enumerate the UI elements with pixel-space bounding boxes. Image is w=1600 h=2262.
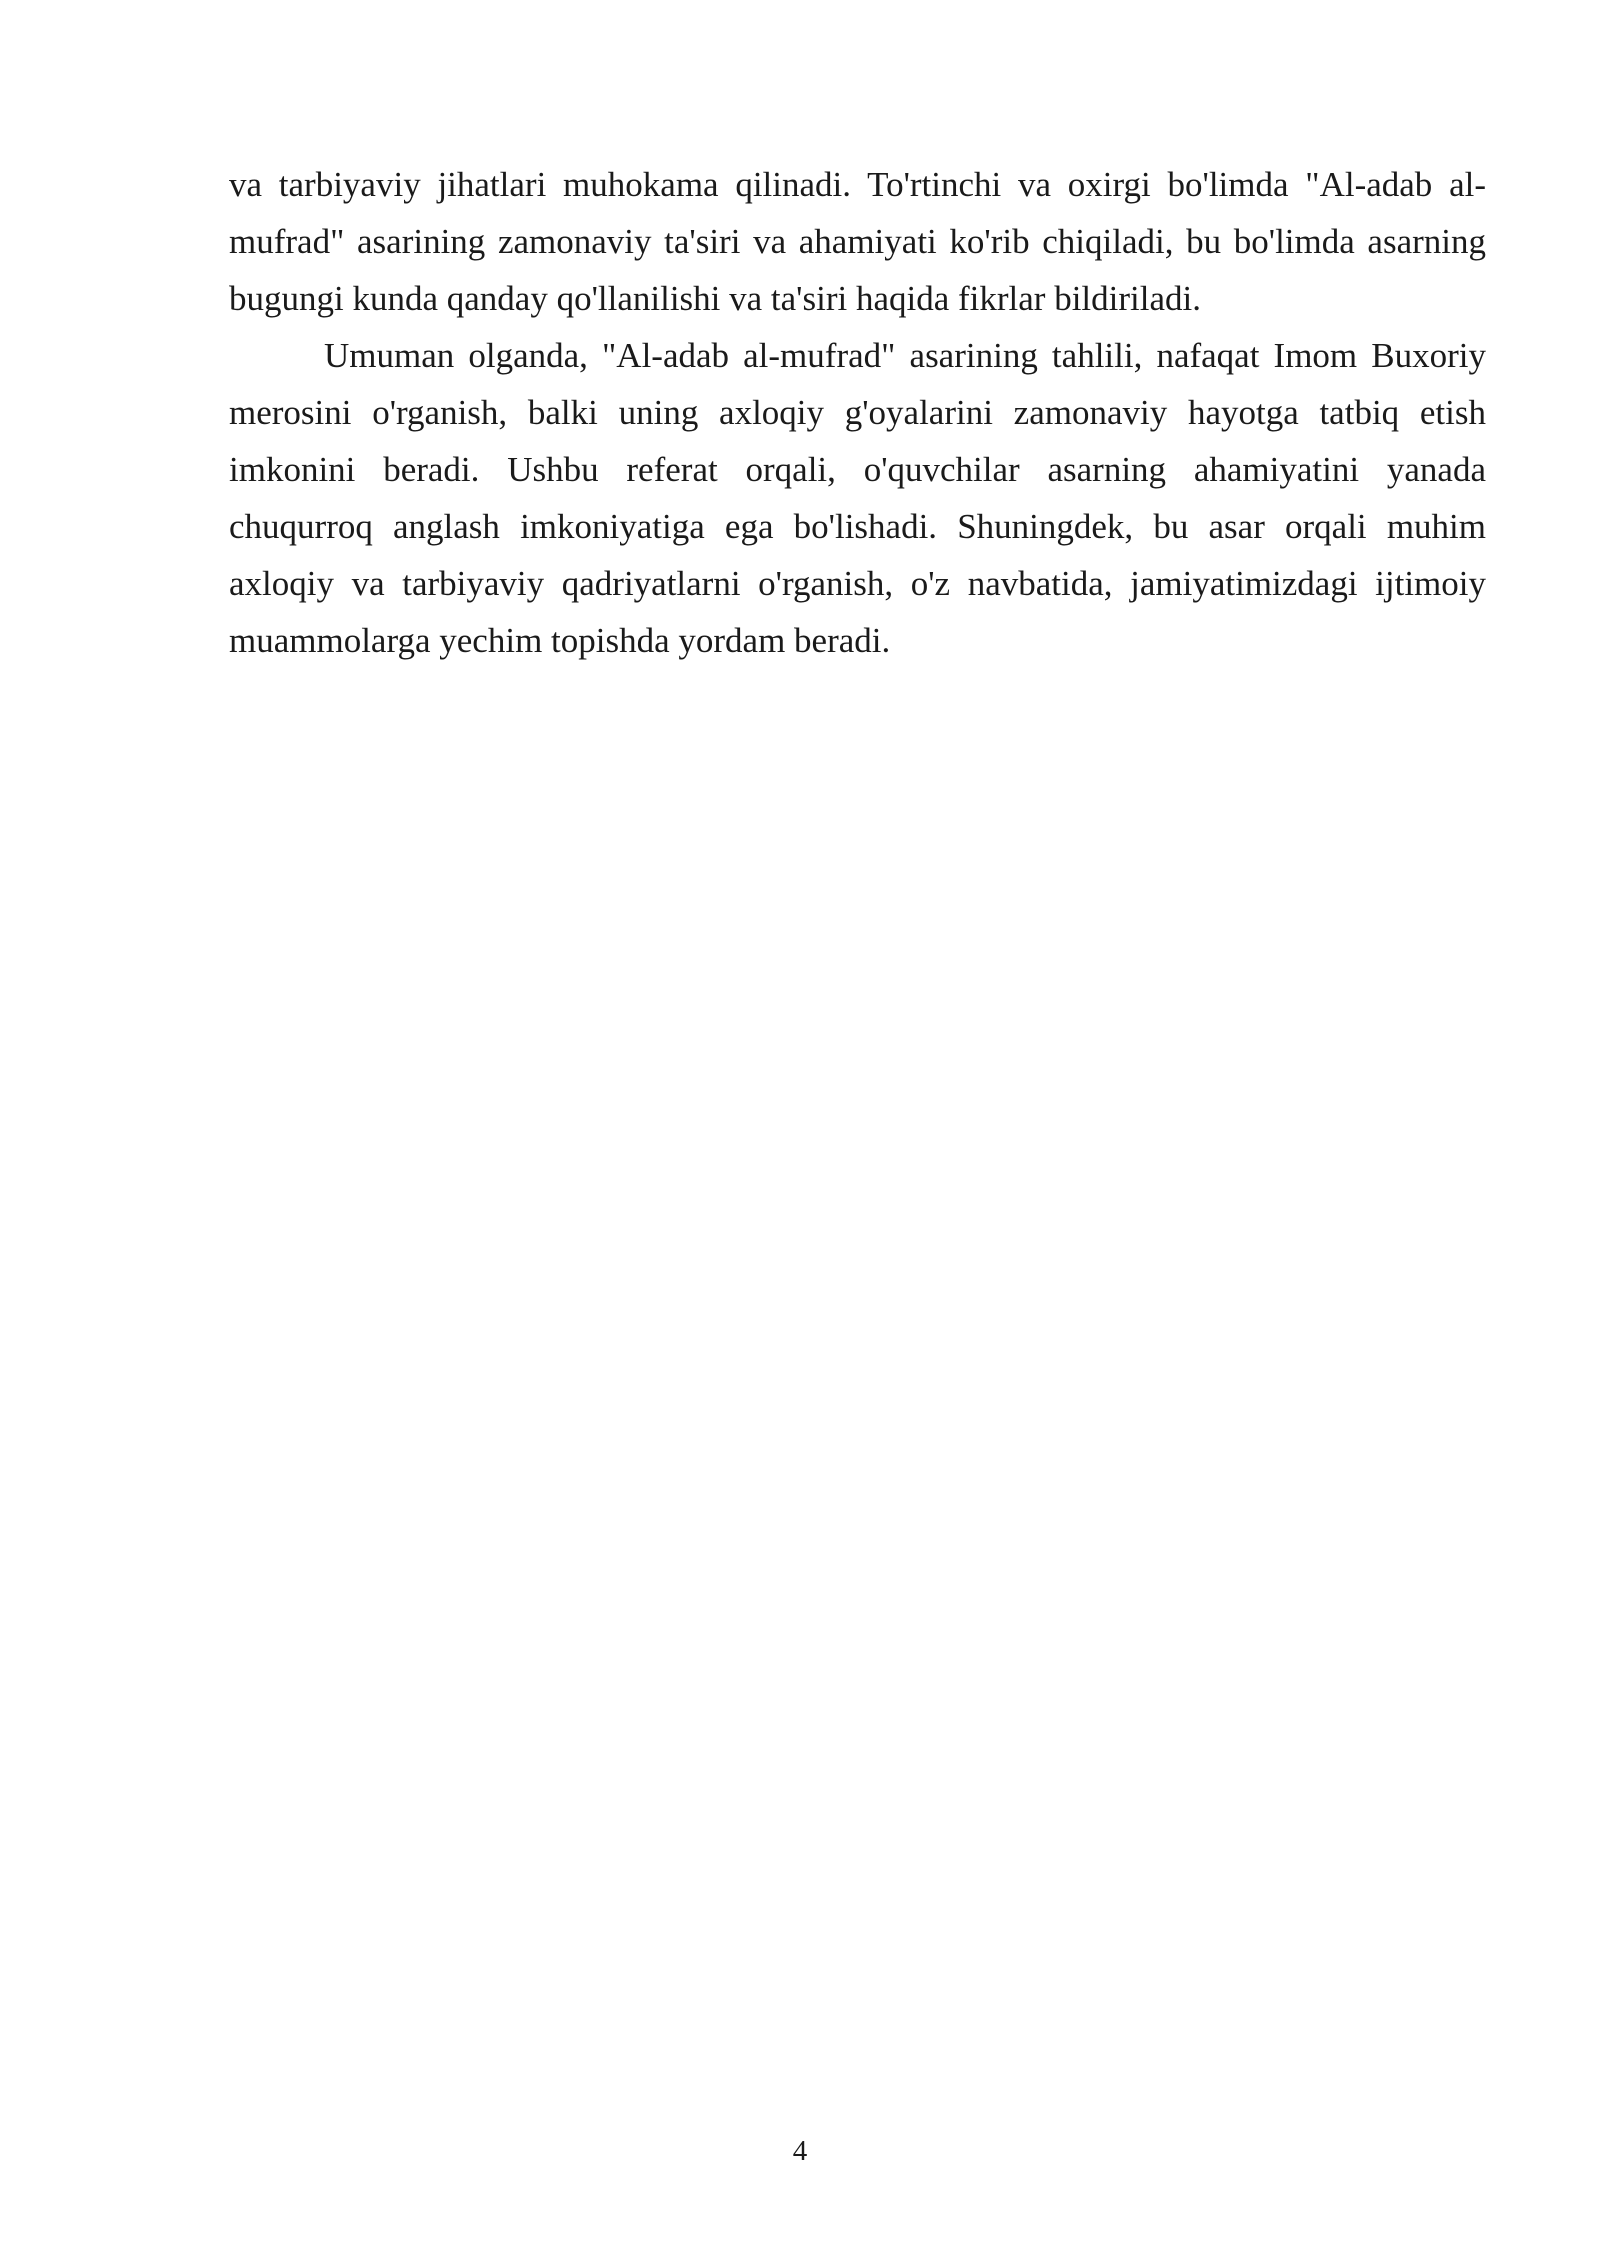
page-number: 4	[792, 2135, 808, 2167]
body-text	[229, 156, 1486, 669]
paragraph-conclusion: Umuman olganda, "Al-adab al-mufrad" asarining tahlili, nafaqat Imom Buxoriy merosini o'rganish, balki uning axloqiy g'oyalarini zamonaviy hayotga tatbiq etish imkonini beradi. Ushbu referat orqali, o'quvchilar asarning ahamiyatini yanada chuqurroq anglash imkoniyatiga ega bo'lishadi. Shuningdek, bu asar orqali muhim axloqiy va tarbiyaviy qadriyatlarni o'rganish, o'z navbatida, jamiyatimizdagi ijtimoiy muammolarga yechim topishda yordam beradi.	[229, 336, 1486, 660]
paragraph-continuation: va tarbiyaviy jihatlari muhokama qilinadi. To'rtinchi va oxirgi bo'limda "Al-adab al-mufrad" asarining zamonaviy ta'siri va ahamiyati ko'rib chiqiladi, bu bo'limda asarning bugungi kunda qanday qo'llanilishi va ta'siri haqida fikrlar bildiriladi.	[229, 165, 1486, 318]
